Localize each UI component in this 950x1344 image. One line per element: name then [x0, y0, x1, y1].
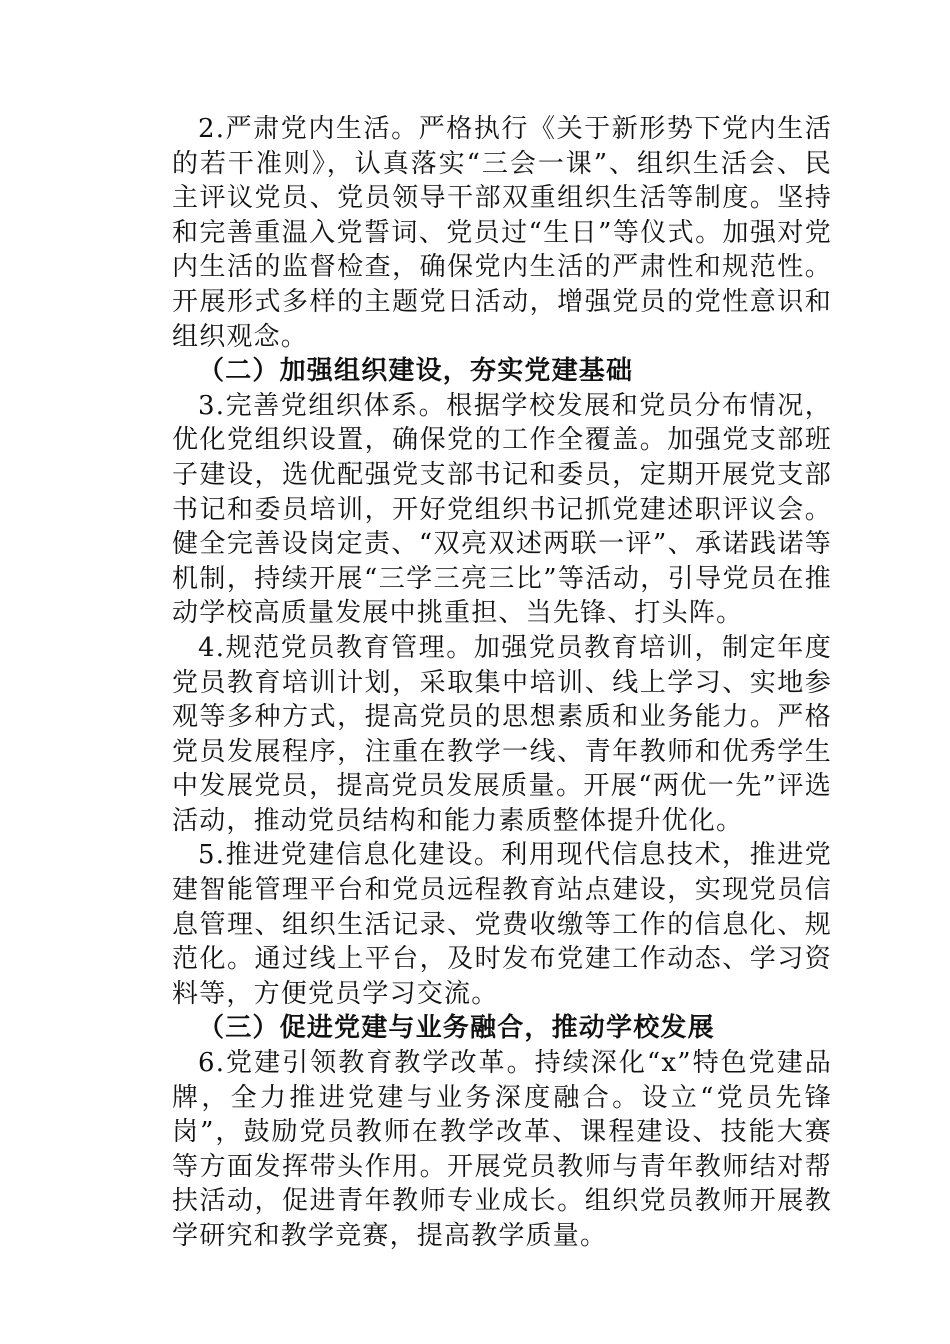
document-body	[172, 112, 832, 1254]
paragraph-3-party-organization-system: 3.完善党组织体系。根据学校发展和党员分布情况，优化党组织设置，确保党的工作全覆盖。加强党支部班子建设，选优配强党支部书记和委员，定期开展党支部书记和委员培训，开好党组织书记抓党建述职评议会。健全完善设岗定责、“双亮双述两联一评”、承诺践诺等机制，持续开展“三学三亮三比”等活动，引导党员在推动学校高质量发展中挑重担、当先锋、打头阵。	[172, 390, 832, 629]
paragraph-4-member-education-management: 4.规范党员教育管理。加强党员教育培训，制定年度党员教育培训计划，采取集中培训、线上学习、实地参观等多种方式，提高党员的思想素质和业务能力。严格党员发展程序，注重在教学一线、青年教师和优秀学生中发展党员，提高党员发展质量。开展“两优一先”评选活动，推动党员结构和能力素质整体提升优化。	[172, 632, 832, 836]
section-heading-organization-building: （二）加强组织建设，夯实党建基础	[198, 356, 634, 387]
paragraph-6-teaching-reform: 6.党建引领教育教学改革。持续深化“x”特色党建品牌，全力推进党建与业务深度融合。设立“党员先锋岗”，鼓励党员教师在教学改革、课程建设、技能大赛等方面发挥带头作用。开展党员教师与青年教师结对帮扶活动，促进青年教师专业成长。组织党员教师开展教学研究和教学竞赛，提高教学质量。	[172, 1048, 832, 1251]
paragraph-2-strict-party-life: 2.严肃党内生活。严格执行《关于新形势下党内生活的若干准则》，认真落实“三会一课”、组织生活会、民主评议党员、党员领导干部双重组织生活等制度。坚持和完善重温入党誓词、党员过“生日”等仪式。加强对党内生活的监督检查，确保党内生活的严肃性和规范性。开展形式多样的主题党日活动，增强党员的党性意识和组织观念。	[172, 114, 832, 352]
section-heading-party-business-integration: （三）促进党建与业务融合，推动学校发展	[198, 1013, 715, 1044]
paragraph-5-informatization: 5.推进党建信息化建设。利用现代信息技术，推进党建智能管理平台和党员远程教育站点建设，实现党员信息管理、组织生活记录、党费收缴等工作的信息化、规范化。通过线上平台，及时发布党建工作动态、学习资料等，方便党员学习交流。	[172, 840, 832, 1009]
